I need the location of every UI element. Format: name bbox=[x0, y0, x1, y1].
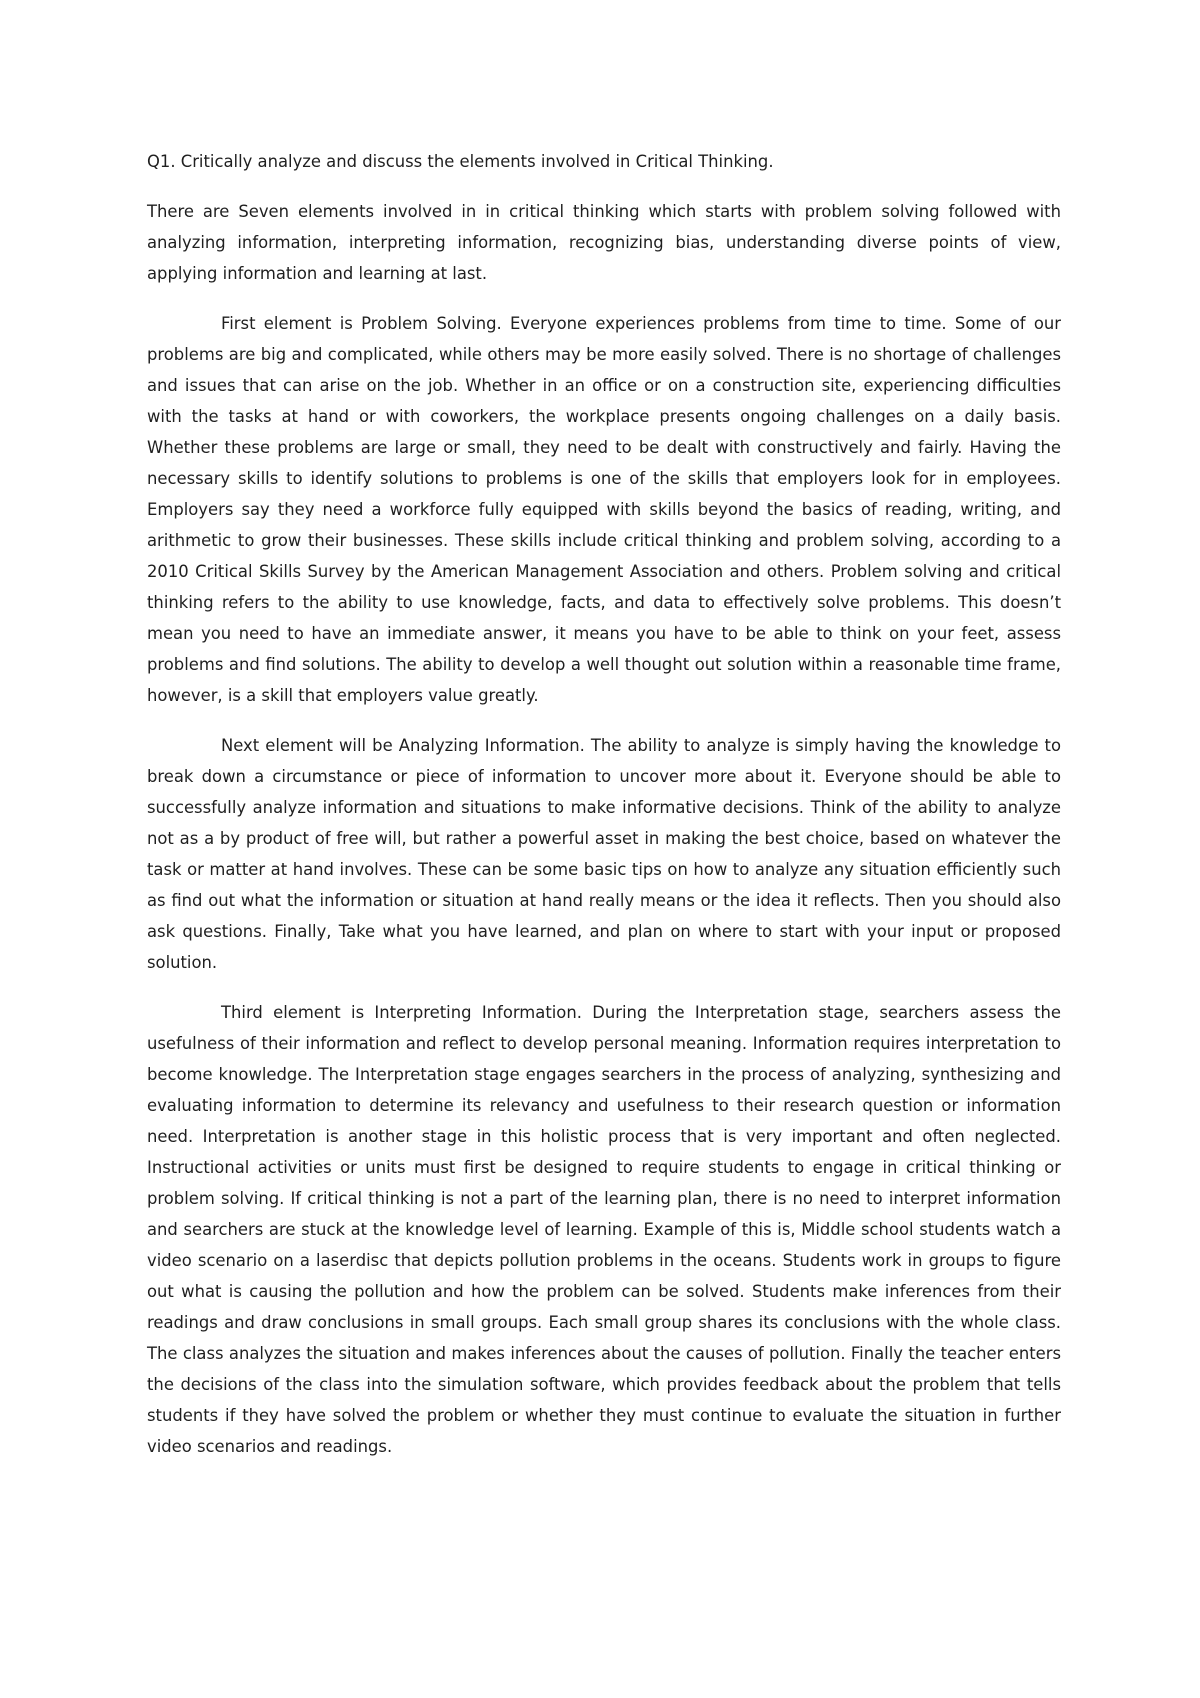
document-body bbox=[147, 146, 1061, 1462]
intro-paragraph: There are Seven elements involved in in critical thinking which starts with problem solving followed with analyzing information, interpreting information, recognizing bias, understanding diverse points of view, applying information and learning at last. bbox=[147, 202, 1061, 283]
analyzing-information-paragraph: Next element will be Analyzing Information. The ability to analyze is simply having the knowledge to break down a circumstance or piece of information to uncover more about it. Everyone should be able to successfully analyze information and situations to make informative decisions. Think of the ability to analyze not as a by product of free will, but rather a powerful asset in making the best choice, based on whatever the task or matter at hand involves. These can be some basic tips on how to analyze any situation efficiently such as find out what the information or situation at hand really means or the idea it reflects. Then you should also ask questions. Finally, Take what you have learned, and plan on where to start with your input or proposed solution. bbox=[147, 736, 1061, 972]
interpreting-information-paragraph: Third element is Interpreting Information. During the Interpretation stage, searchers assess the usefulness of their information and reflect to develop personal meaning. Information requires interpretation to become knowledge. The Interpretation stage engages searchers in the process of analyzing, synthesizing and evaluating information to determine its relevancy and usefulness to their research question or information need. Interpretation is another stage in this holistic process that is very important and often neglected. Instructional activities or units must first be designed to require students to engage in critical thinking or problem solving. If critical thinking is not a part of the learning plan, there is no need to interpret information and searchers are stuck at the knowledge level of learning. Example of this is, Middle school students watch a video scenario on a laserdisc that depicts pollution problems in the oceans. Students work in groups to figure out what is causing the pollution and how the problem can be solved. Students make inferences from their readings and draw conclusions in small groups. Each small group shares its conclusions with the whole class. The class analyzes the situation and makes inferences about the causes of pollution. Finally the teacher enters the decisions of the class into the simulation software, which provides feedback about the problem that tells students if they have solved the problem or whether they must continue to evaluate the situation in further video scenarios and readings. bbox=[147, 1003, 1061, 1456]
question-heading: Q1. Critically analyze and discuss the elements involved in Critical Thinking. bbox=[147, 152, 774, 171]
problem-solving-paragraph: First element is Problem Solving. Everyone experiences problems from time to time. Some of our problems are big and complicated, while others may be more easily solved. There is no shortage of challenges and issues that can arise on the job. Whether in an office or on a construction site, experiencing difficulties with the tasks at hand or with coworkers, the workplace presents ongoing challenges on a daily basis. Whether these problems are large or small, they need to be dealt with constructively and fairly. Having the necessary skills to identify solutions to problems is one of the skills that employers look for in employees. Employers say they need a workforce fully equipped with skills beyond the basics of reading, writing, and arithmetic to grow their businesses. These skills include critical thinking and problem solving, according to a 2010 Critical Skills Survey by the American Management Association and others. Problem solving and critical thinking refers to the ability to use knowledge, facts, and data to effectively solve problems. This doesn’t mean you need to have an immediate answer, it means you have to be able to think on your feet, assess problems and find solutions. The ability to develop a well thought out solution within a reasonable time frame, however, is a skill that employers value greatly. bbox=[147, 314, 1061, 705]
